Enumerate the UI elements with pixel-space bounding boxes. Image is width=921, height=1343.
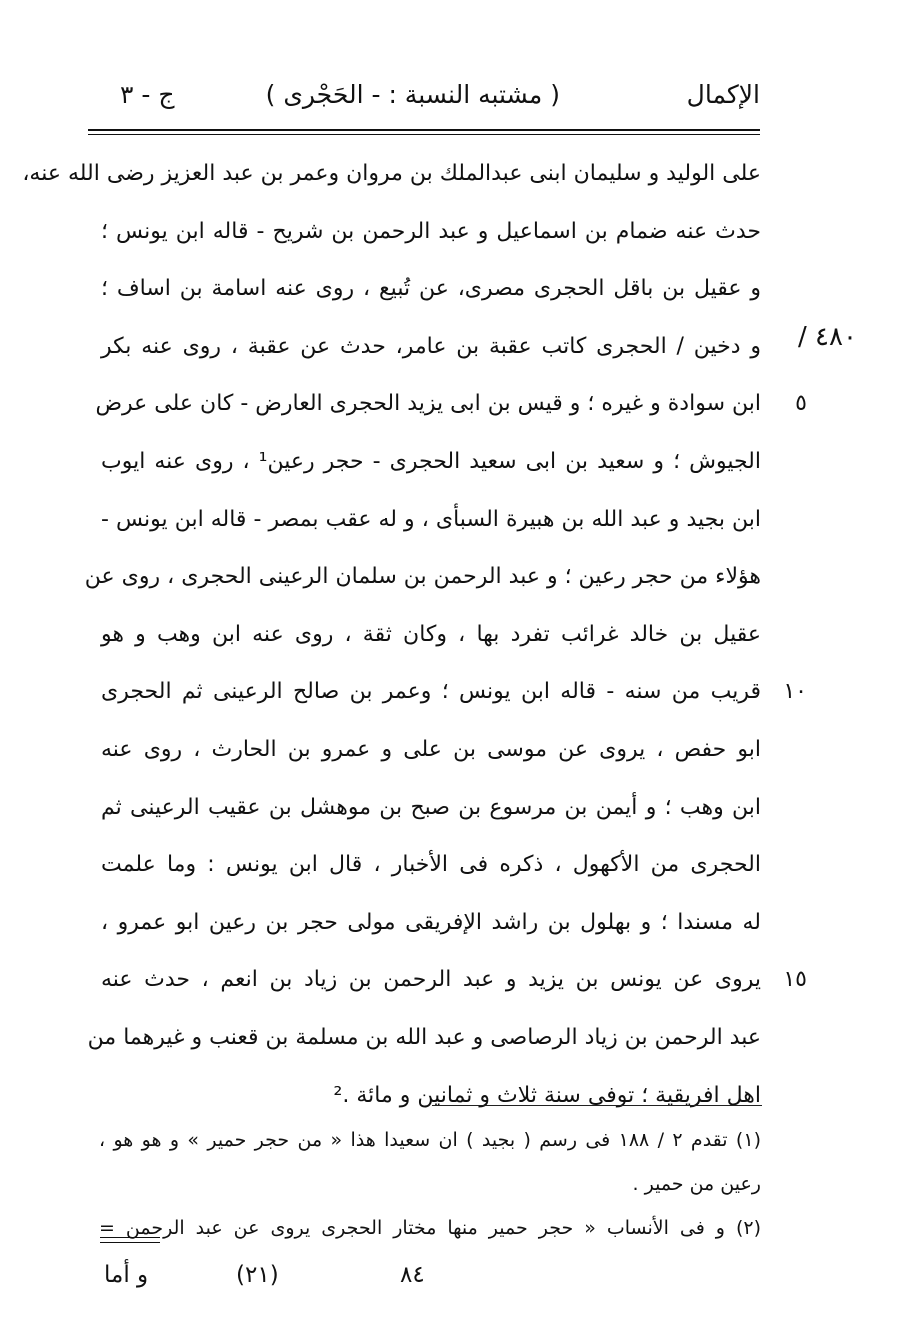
text-line <box>101 894 761 952</box>
text-line <box>101 951 807 1009</box>
line-text: ابن بجيد و عبد الله بن هبيرة السبأى ، و له عقب بمصر - قاله ابن يونس - <box>101 506 761 532</box>
line-text: ابن سوادة و غيره ؛ و قيس بن ابى يزيد الحجرى العارض - كان على عرض <box>95 391 761 417</box>
text-line <box>101 260 761 318</box>
header-rule <box>88 129 760 131</box>
text-line <box>101 203 761 261</box>
book-title: الإكمال <box>686 80 760 109</box>
footnotes <box>99 1118 761 1250</box>
margin-folio-note: ٤٨٠ / <box>798 322 857 352</box>
sheet-signature: (٢١) <box>236 1262 279 1288</box>
line-text: عبد الرحمن بن زياد الرصاصى و عبد الله بن مسلمة بن قعنب و غيرهما من <box>87 1024 761 1050</box>
line-text: الحجرى من الأكهول ، ذكره فى الأخبار ، قال ابن يونس : وما علمت <box>101 852 761 878</box>
line-text: و دخين / الحجرى كاتب عقبة بن عامر، حدث عن عقبة ، روى عنه بكر <box>101 333 761 359</box>
main-text <box>22 145 807 1124</box>
text-line <box>101 491 761 549</box>
line-text: ابن وهب ؛ و أيمن بن مرسوع بن صبح بن موهشل بن عقيب الرعينى ثم <box>101 794 761 820</box>
catchword: و أما <box>104 1262 149 1288</box>
text-line <box>101 606 761 664</box>
text-line <box>101 836 761 894</box>
line-text: على الوليد و سليمان ابنى عبدالملك بن مروان وعمر بن عبد العزيز رضى الله عنه، <box>22 161 761 186</box>
footnote-line: (١) تقدم ٢ / ١٨٨ فى رسم ( بجيد ) ان سعيدا هذا « من حجر حمير » و هو هو ، <box>99 1129 761 1151</box>
line-number: ١٠ <box>783 679 807 705</box>
line-number: ٥ <box>795 391 807 417</box>
line-text: قريب من سنه - قاله ابن يونس ؛ وعمر بن صالح الرعينى ثم الحجرى <box>101 679 761 705</box>
text-line <box>101 721 761 779</box>
line-text: حدث عنه ضمام بن اسماعيل و عبد الرحمن بن شريح - قاله ابن يونس ؛ <box>101 218 761 244</box>
line-text: هؤلاء من حجر رعين ؛ و عبد الرحمن بن سلمان الرعينى الحجرى ، روى عن <box>84 564 761 590</box>
continuation-mark-lower <box>100 1242 160 1243</box>
line-text: عقيل بن خالد غرائب تفرد بها ، وكان ثقة ، روى عنه ابن وهب و هو <box>101 621 761 647</box>
page-number: ٨٤ <box>400 1262 425 1288</box>
footnote-line: (٢) و فى الأنساب « حجر حمير منها مختار الحجرى يروى عن عبد الرحمن = <box>99 1217 761 1239</box>
text-line <box>101 663 807 721</box>
line-text: يروى عن يونس بن يزيد و عبد الرحمن بن زياد بن انعم ، حدث عنه <box>101 967 761 993</box>
section-title: ( مشتبه النسبة : - الحَجْرى ) <box>265 80 560 109</box>
line-number: ١٥ <box>783 967 807 993</box>
text-line <box>95 375 807 433</box>
text-line <box>101 779 761 837</box>
text-line <box>84 548 761 606</box>
text-line <box>87 1009 761 1067</box>
footnote-line: رعين من حمير . <box>632 1173 761 1195</box>
header-rule-thin <box>88 134 760 135</box>
text-line <box>101 433 761 491</box>
text-line <box>101 318 761 376</box>
line-text: و عقيل بن باقل الحجرى مصرى، عن تُبيع ، روى عنه اسامة بن اساف ؛ <box>101 276 761 302</box>
running-header <box>100 80 760 128</box>
line-text: ابو حفص ، يروى عن موسى بن على و عمرو بن الحارث ، روى عنه <box>101 736 761 762</box>
line-text: الجيوش ؛ و سعيد بن ابى سعيد الحجرى - حجر رعين¹ ، روى عنه ايوب <box>101 448 761 474</box>
line-text: له مسندا ؛ و بهلول بن راشد الإفريقى مولى حجر بن رعين ابو عمرو ، <box>101 909 761 935</box>
continuation-mark <box>100 1237 160 1238</box>
text-line <box>101 1067 761 1125</box>
text-line <box>22 145 761 203</box>
line-text: اهل افريقية ؛ توفى سنة ثلاث و ثمانين و مائة .² <box>333 1082 761 1108</box>
footnote-separator <box>432 1105 762 1106</box>
volume-label: ج - ٣ <box>120 80 175 109</box>
